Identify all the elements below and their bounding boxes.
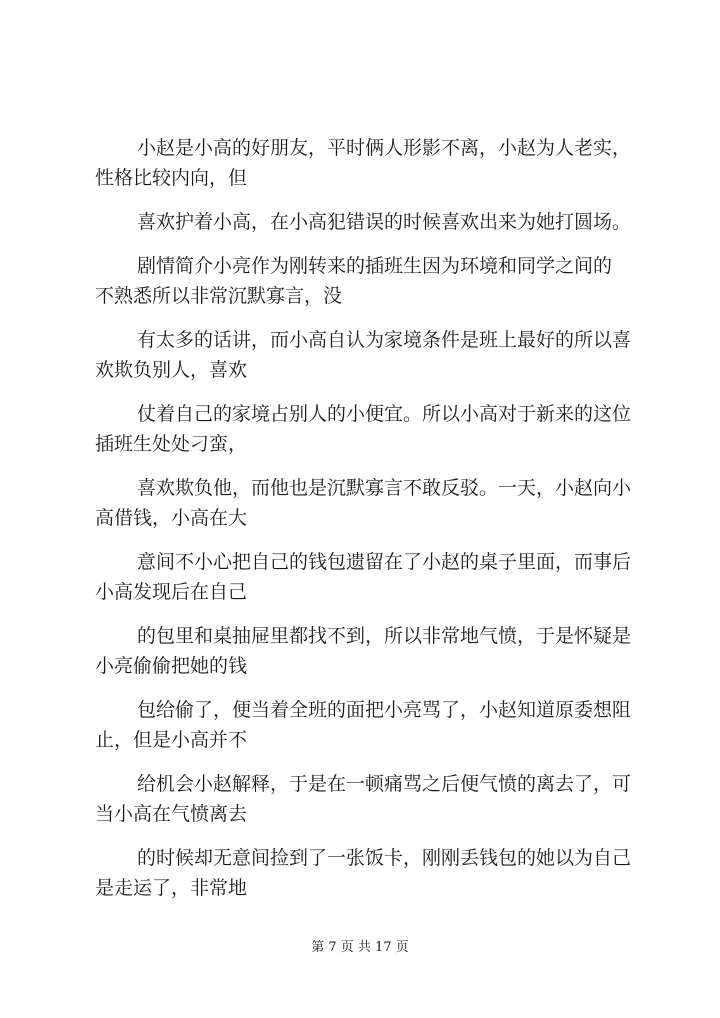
- paragraph-9: [95, 695, 640, 755]
- paragraph-line: 喜欢欺负他，而他也是沉默寡言不敢反驳。一天，小赵向小: [137, 477, 632, 499]
- paragraph-line: 小赵是小高的好朋友，平时俩人形影不离，小赵为人老实，: [137, 137, 632, 159]
- paragraph-line: 止，但是小高并不: [95, 729, 248, 751]
- paragraph-line: 剧情简介小亮作为刚转来的插班生因为环境和同学之间的: [137, 255, 613, 277]
- paragraph-line: 是走运了，非常地: [95, 877, 248, 899]
- document-body: [95, 133, 640, 903]
- paragraph-4: [95, 325, 640, 385]
- paragraph-11: [95, 843, 640, 903]
- paragraph-6: [95, 473, 640, 533]
- paragraph-line: 包给偷了，便当着全班的面把小亮骂了，小赵知道原委想阻: [137, 699, 632, 721]
- paragraph-line: 仗着自己的家境占别人的小便宜。所以小高对于新来的这位: [137, 403, 632, 425]
- paragraph-7: [95, 547, 640, 607]
- paragraph-8: [95, 621, 640, 681]
- page-number-footer: 第 7 页 共 17 页: [311, 940, 409, 955]
- paragraph-10: [95, 769, 640, 829]
- paragraph-line: 小亮偷偷把她的钱: [95, 655, 248, 677]
- paragraph-line: 性格比较内向，但: [95, 167, 248, 189]
- paragraph-line: 高借钱，小高在大: [95, 507, 248, 529]
- paragraph-line: 的包里和桌抽屉里都找不到，所以非常地气愤，于是怀疑是: [137, 625, 632, 647]
- paragraph-1: [95, 133, 640, 193]
- paragraph-line: 给机会小赵解释，于是在一顿痛骂之后便气愤的离去了，可: [137, 773, 632, 795]
- paragraph-line: 意间不小心把自己的钱包遗留在了小赵的桌子里面，而事后: [137, 551, 632, 573]
- paragraph-3: [95, 251, 640, 311]
- paragraph-line: 插班生处处刁蛮，: [95, 433, 248, 455]
- paragraph-5: [95, 399, 640, 459]
- paragraph-line: 欢欺负别人，喜欢: [95, 359, 248, 381]
- paragraph-line: 当小高在气愤离去: [95, 803, 248, 825]
- paragraph-line: 有太多的话讲，而小高自认为家境条件是班上最好的所以喜: [137, 329, 632, 351]
- paragraph-line: 不熟悉所以非常沉默寡言，没: [95, 285, 343, 307]
- paragraph-line: 的时候却无意间捡到了一张饭卡，刚刚丢钱包的她以为自己: [137, 847, 632, 869]
- paragraph-line: 小高发现后在自己: [95, 581, 248, 603]
- paragraph-line: 喜欢护着小高，在小高犯错误的时候喜欢出来为她打圆场。: [137, 211, 632, 233]
- paragraph-2: [95, 207, 640, 237]
